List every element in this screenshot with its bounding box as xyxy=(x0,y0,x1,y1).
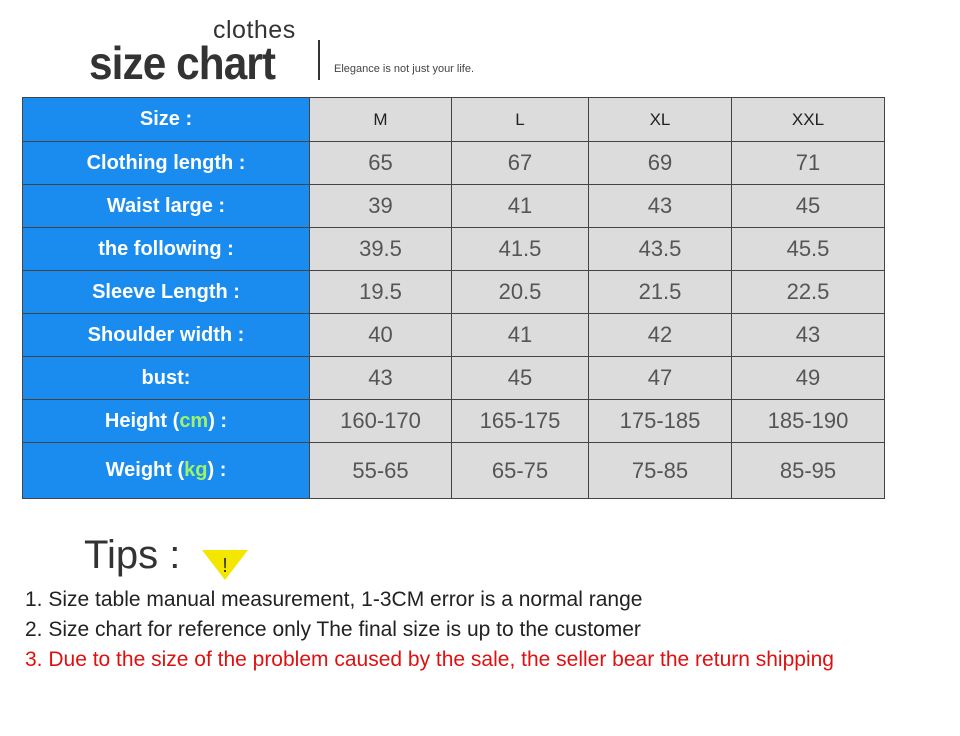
cell-value: 43.5 xyxy=(589,228,732,271)
warning-mark: ! xyxy=(222,555,228,577)
table-row xyxy=(23,314,885,357)
label-prefix: Weight ( xyxy=(105,459,185,481)
size-table xyxy=(22,97,885,499)
cell-value: 40 xyxy=(310,314,452,357)
table-row xyxy=(23,443,885,499)
row-label: Shoulder width : xyxy=(23,314,310,357)
row-label-weight xyxy=(23,443,310,499)
header-divider xyxy=(318,40,320,80)
cell-value: 22.5 xyxy=(732,271,885,314)
cell-value: 55-65 xyxy=(310,443,452,499)
row-label: Sleeve Length : xyxy=(23,271,310,314)
label-suffix: ) : xyxy=(207,459,227,481)
cell-value: 41 xyxy=(452,185,589,228)
cell-value: 49 xyxy=(732,357,885,400)
cell-value: 41 xyxy=(452,314,589,357)
cell-value: 75-85 xyxy=(589,443,732,499)
cell-value: 43 xyxy=(732,314,885,357)
size-xxl: XXL xyxy=(732,98,885,142)
table-row xyxy=(23,357,885,400)
row-label-height xyxy=(23,400,310,443)
table-row xyxy=(23,228,885,271)
header-subtitle: clothes xyxy=(213,16,296,44)
header-tagline: Elegance is not just your life. xyxy=(334,63,475,75)
cell-value: 185-190 xyxy=(732,400,885,443)
table-row xyxy=(23,142,885,185)
size-l: L xyxy=(452,98,589,142)
label-prefix: Height ( xyxy=(104,409,180,432)
size-label: Size : xyxy=(23,98,310,142)
cell-value: 42 xyxy=(589,314,732,357)
cell-value: 19.5 xyxy=(310,271,452,314)
cell-value: 43 xyxy=(589,185,732,228)
table-row xyxy=(23,271,885,314)
tip-item: 1. Size table manual measurement, 1-3CM error is a normal range xyxy=(25,588,643,611)
row-label: the following : xyxy=(23,228,310,271)
unit-kg: kg xyxy=(184,459,208,481)
tip-item-highlight: 3. Due to the size of the problem caused by the sale, the seller bear the return shipping xyxy=(25,648,834,671)
tip-item: 2. Size chart for reference only The final size is up to the customer xyxy=(25,618,641,641)
unit-cm: cm xyxy=(179,409,209,432)
cell-value: 47 xyxy=(589,357,732,400)
cell-value: 43 xyxy=(310,357,452,400)
cell-value: 41.5 xyxy=(452,228,589,271)
row-label: Waist large : xyxy=(23,185,310,228)
warning-triangle-icon xyxy=(201,548,249,582)
cell-value: 39 xyxy=(310,185,452,228)
label-suffix: ) : xyxy=(208,409,228,432)
cell-value: 175-185 xyxy=(589,400,732,443)
cell-value: 85-95 xyxy=(732,443,885,499)
cell-value: 45 xyxy=(732,185,885,228)
cell-value: 45 xyxy=(452,357,589,400)
row-label: Clothing length : xyxy=(23,142,310,185)
table-row xyxy=(23,400,885,443)
table-row xyxy=(23,185,885,228)
tips-title: Tips : xyxy=(84,533,181,577)
page-title: size chart xyxy=(89,37,276,89)
cell-value: 65 xyxy=(310,142,452,185)
cell-value: 21.5 xyxy=(589,271,732,314)
size-m: M xyxy=(310,98,452,142)
cell-value: 160-170 xyxy=(310,400,452,443)
cell-value: 65-75 xyxy=(452,443,589,499)
cell-value: 45.5 xyxy=(732,228,885,271)
cell-value: 39.5 xyxy=(310,228,452,271)
cell-value: 69 xyxy=(589,142,732,185)
cell-value: 67 xyxy=(452,142,589,185)
cell-value: 20.5 xyxy=(452,271,589,314)
size-header-row xyxy=(23,98,885,142)
size-xl: XL xyxy=(589,98,732,142)
row-label: bust: xyxy=(23,357,310,400)
cell-value: 71 xyxy=(732,142,885,185)
cell-value: 165-175 xyxy=(452,400,589,443)
